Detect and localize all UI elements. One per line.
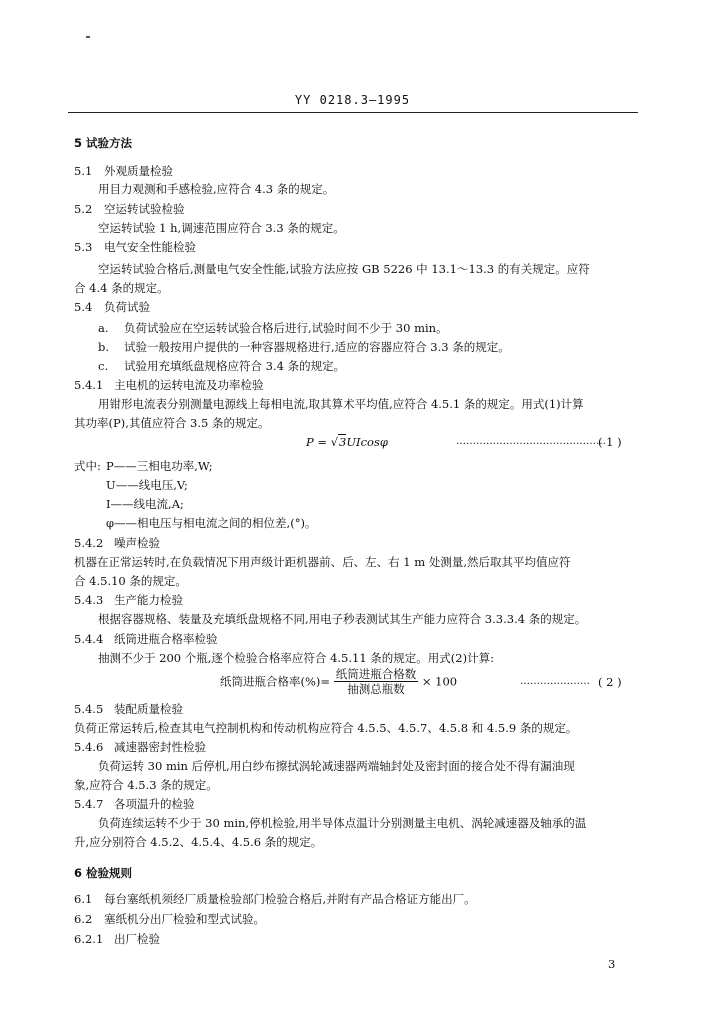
- para-5-3-line2: 合 4.4 条的规定。: [74, 281, 169, 295]
- list-item-a-label: a.: [98, 321, 109, 335]
- para-5-2: 空运转试验 1 h,调速范围应符合 3.3 条的规定。: [98, 221, 345, 235]
- para-6-2: [74, 911, 265, 927]
- para-5-4-6-line2: 象,应符合 4.5.3 条的规定。: [74, 778, 218, 792]
- para-5-4-6-line1: 负荷运转 30 min 后停机,用白纱布擦拭涡轮减速器两端轴封处及密封面的接合处不得有漏油现: [98, 759, 575, 773]
- heading-5-4-1-number: 5.4.1: [74, 378, 104, 392]
- para-5-3-line1: 空运转试验合格后,测量电气安全性能,试验方法应按 GB 5226 中 13.1～13.3 的有关规定。应符: [98, 262, 590, 276]
- list-item-c: [98, 358, 345, 374]
- list-item-b-label: b.: [98, 340, 110, 354]
- para-6-1: [74, 891, 476, 907]
- equation-2-number: ( 2 ): [598, 675, 622, 689]
- equation-2-lhs: 纸筒进瓶合格率(%)=: [220, 674, 331, 689]
- heading-5-4-2-number: 5.4.2: [74, 536, 104, 550]
- list-item-b: [98, 339, 510, 355]
- heading-5-1-title: 外观质量检验: [104, 164, 173, 178]
- heading-5-3: [74, 239, 196, 255]
- equation-1-number: ( 1 ): [598, 435, 622, 449]
- list-item-a: [98, 320, 448, 336]
- equation-2-denominator: 抽测总瓶数: [347, 682, 405, 696]
- heading-5-4-6-title: 减速器密封性检验: [114, 740, 206, 754]
- heading-5-4-4-title: 纸筒进瓶合格率检验: [114, 632, 218, 646]
- heading-5-3-title: 电气安全性能检验: [104, 240, 196, 254]
- variable-p: P——三相电功率,W;: [106, 459, 213, 473]
- heading-6-2-1: [74, 931, 160, 947]
- heading-5-4-6: [74, 739, 206, 755]
- heading-5-4-5-number: 5.4.5: [74, 702, 104, 716]
- variable-i: I——线电流,A;: [106, 497, 184, 511]
- heading-5-4-5: [74, 701, 183, 717]
- equation-1-lhs: P =: [306, 435, 331, 449]
- para-5-4-4: 抽测不少于 200 个瓶,逐个检验合格率应符合 4.5.11 条的规定。用式(2)计算:: [98, 651, 494, 665]
- heading-5-4-1-title: 主电机的运转电流及功率检验: [114, 378, 264, 392]
- para-5-4-1-line1: 用钳形电流表分别测量电源线上每相电流,取其算术平均值,应符合 4.5.1 条的规定。用式(1)计算: [98, 397, 584, 411]
- heading-5-4-7: [74, 796, 195, 812]
- heading-6-2-1-title: 出厂检验: [114, 932, 160, 946]
- heading-5-4-3-number: 5.4.3: [74, 593, 104, 607]
- equation-2: [220, 667, 457, 696]
- para-5-4-1-line2: 其功率(P),其值应符合 3.5 条的规定。: [74, 416, 270, 430]
- equation-1-rhs: UIcosφ: [346, 435, 388, 449]
- para-5-4-2-line1: 机器在正常运转时,在负载情况下用声级计距机器前、后、左、右 1 m 处测量,然后取其平均值应符: [74, 555, 571, 569]
- header-rule: [68, 112, 638, 113]
- heading-5-2-title: 空运转试验检验: [104, 202, 185, 216]
- equation-2-multiplier: × 100: [421, 674, 458, 689]
- heading-5-2: [74, 201, 185, 217]
- heading-6-2-1-number: 6.2.1: [74, 932, 104, 946]
- para-6-1-number: 6.1: [74, 892, 93, 906]
- heading-5-4-2-title: 噪声检验: [114, 536, 160, 550]
- heading-5-4-1: [74, 377, 264, 393]
- list-item-a-text: 负荷试验应在空运转试验合格后进行,试验时间不少于 30 min。: [124, 321, 448, 335]
- heading-5-4-3: [74, 592, 183, 608]
- list-item-c-text: 试验用充填纸盘规格应符合 3.4 条的规定。: [124, 359, 346, 373]
- heading-5-4-6-number: 5.4.6: [74, 740, 104, 754]
- heading-5-3-number: 5.3: [74, 240, 93, 254]
- section-5-title: 5 试验方法: [74, 136, 133, 150]
- para-5-4-7-line1: 负荷连续运转不少于 30 min,停机检验,用半导体点温计分别测量主电机、涡轮减速器及轴承的温: [98, 816, 587, 830]
- para-6-2-number: 6.2: [74, 912, 93, 926]
- heading-5-4-3-title: 生产能力检验: [114, 593, 183, 607]
- para-5-4-7-line2: 升,应分别符合 4.5.2、4.5.4、4.5.6 条的规定。: [74, 835, 323, 849]
- equation-1-sqrt-arg: 3: [339, 435, 347, 449]
- para-6-2-text: 塞纸机分出厂检验和型式试验。: [104, 912, 265, 926]
- para-5-4-3: 根据容器规格、装量及充填纸盘规格不同,用电子秒表测试其生产能力应符合 3.3.3.4 条的规定。: [98, 612, 587, 626]
- heading-5-4: [74, 299, 150, 315]
- variable-u: U——线电压,V;: [106, 478, 188, 492]
- heading-5-2-number: 5.2: [74, 202, 93, 216]
- heading-5-1-number: 5.1: [74, 164, 93, 178]
- para-5-4-2-line2: 合 4.5.10 条的规定。: [74, 574, 187, 588]
- equation-2-numerator: 纸筒进瓶合格数: [335, 667, 417, 681]
- scan-speck: [86, 36, 90, 38]
- para-5-1: 用目力观测和手感检验,应符合 4.3 条的规定。: [98, 182, 335, 196]
- equation-1-leader: ………………………………………: [456, 436, 606, 447]
- heading-5-4-7-number: 5.4.7: [74, 797, 104, 811]
- equation-1: P = √3UIcosφ: [306, 435, 388, 449]
- heading-5-1: [74, 163, 173, 179]
- where-label: 式中:: [74, 459, 101, 473]
- para-6-1-text: 每台塞纸机须经厂质量检验部门检验合格后,并附有产品合格证方能出厂。: [104, 892, 476, 906]
- list-item-c-label: c.: [98, 359, 109, 373]
- section-6-title: 6 检验规则: [74, 866, 133, 880]
- para-5-4-5: 负荷正常运转后,检查其电气控制机构和传动机构应符合 4.5.5、4.5.7、4.5.8 和 4.5.9 条的规定。: [74, 721, 578, 735]
- heading-5-4-2: [74, 535, 160, 551]
- page-number: 3: [608, 957, 616, 971]
- heading-5-4-4-number: 5.4.4: [74, 632, 104, 646]
- heading-5-4-4: [74, 631, 218, 647]
- standard-number-header: YY 0218.3—1995: [294, 93, 411, 107]
- variable-phi: φ——相电压与相电流之间的相位差,(°)。: [106, 516, 317, 530]
- heading-5-4-7-title: 各项温升的检验: [114, 797, 195, 811]
- list-item-b-text: 试验一般按用户提供的一种容器规格进行,适应的容器应符合 3.3 条的规定。: [124, 340, 510, 354]
- heading-5-4-5-title: 装配质量检验: [114, 702, 183, 716]
- heading-5-4-number: 5.4: [74, 300, 93, 314]
- equation-2-leader: …………………: [520, 676, 590, 687]
- heading-5-4-title: 负荷试验: [104, 300, 150, 314]
- equation-2-fraction: [334, 667, 419, 696]
